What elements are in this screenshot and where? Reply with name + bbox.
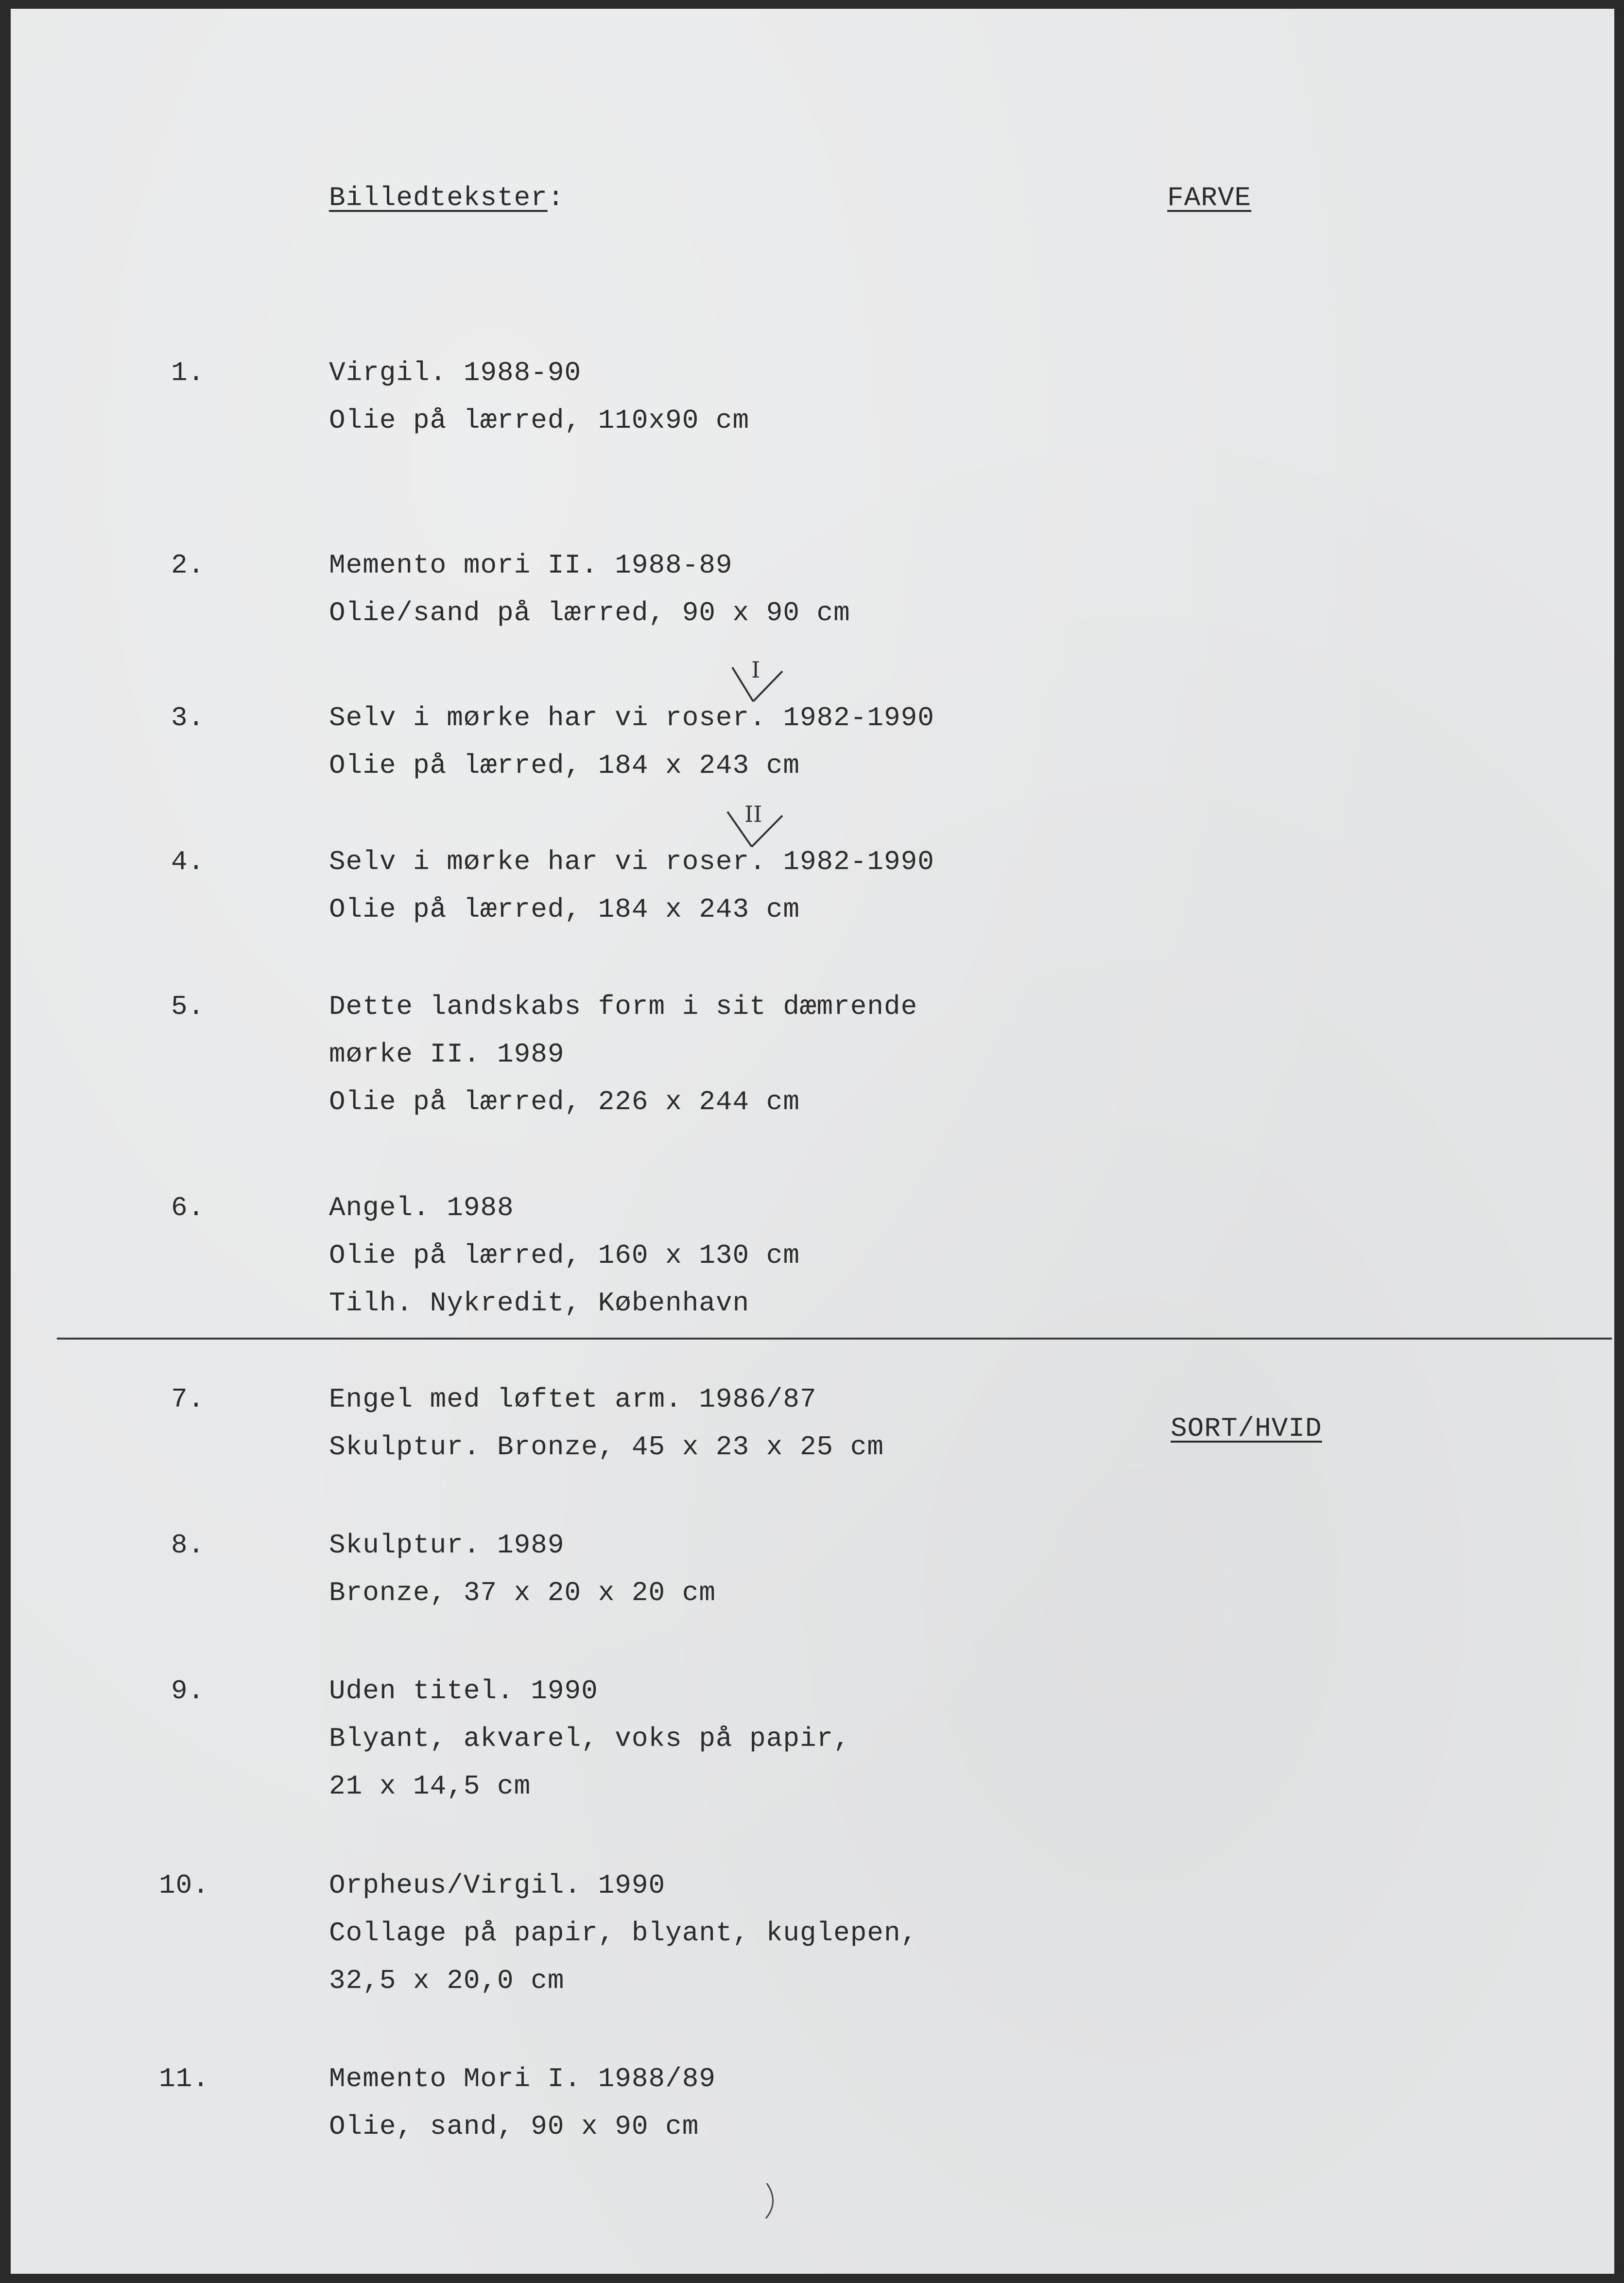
pen-mark-icon [763,2181,777,2220]
entry-dimensions: 21 x 14,5 cm [329,1771,531,1802]
entry-number: 10. [159,1870,209,1901]
entry-ownership: Tilh. Nykredit, København [329,1288,750,1319]
document-page [11,9,1614,2274]
entry-details: Olie på lærred, 184 x 243 cm [329,894,800,925]
color-section-label-text: FARVE [1167,182,1252,213]
entry-title: Memento mori II. 1988-89 [329,550,733,581]
entry-title: Memento Mori I. 1988/89 [329,2063,716,2094]
entry-details: Bronze, 37 x 20 x 20 cm [329,1577,716,1608]
handwritten-roman-numeral: I [751,657,760,683]
color-section-label [1167,174,1251,222]
entry-details: Olie, sand, 90 x 90 cm [329,2111,699,2142]
entry-title: Uden titel. 1990 [329,1675,598,1707]
entry-details: Blyant, akvarel, voks på papir, [329,1723,850,1754]
entry-title: Angel. 1988 [329,1192,514,1223]
captions-heading [329,174,564,222]
bw-section-label [1171,1405,1322,1452]
entry-number: 7. [171,1384,205,1415]
entry-number: 3. [171,702,205,733]
entry-dimensions: 32,5 x 20,0 cm [329,1965,565,1996]
entry-details: Skulptur. Bronze, 45 x 23 x 25 cm [329,1431,884,1463]
captions-heading-text: Billedtekster [329,182,548,213]
section-divider [57,1338,1612,1340]
entry-title: Skulptur. 1989 [329,1530,565,1561]
entry-number: 4. [171,846,205,877]
entry-number: 8. [171,1530,205,1561]
entry-details: Collage på papir, blyant, kuglepen, [329,1917,918,1949]
entry-details: Olie på lærred, 160 x 130 cm [329,1240,800,1271]
entry-title: Engel med løftet arm. 1986/87 [329,1384,817,1415]
bw-section-label-text: SORT/HVID [1171,1413,1322,1444]
handwritten-insertion-mark [730,657,788,716]
entry-title: Orpheus/Virgil. 1990 [329,1870,666,1901]
entry-number: 6. [171,1192,205,1223]
handwritten-insertion-mark [725,801,788,860]
entry-title: Virgil. 1988-90 [329,357,582,388]
entry-number: 2. [171,550,205,581]
entry-details: Olie på lærred, 184 x 243 cm [329,750,800,781]
entry-number: 11. [159,2063,209,2094]
entry-title: Selv i mørke har vi roser. 1982-1990 [329,702,934,733]
entry-number: 5. [171,991,205,1022]
entry-number: 1. [171,357,205,388]
entry-title: Dette landskabs form i sit dæmrende [329,991,918,1022]
entry-details: Olie på lærred, 110x90 cm [329,405,750,436]
entry-details: Olie/sand på lærred, 90 x 90 cm [329,597,850,628]
handwritten-roman-numeral: II [744,801,762,827]
entry-number: 9. [171,1675,205,1707]
entry-details: Olie på lærred, 226 x 244 cm [329,1086,800,1117]
captions-heading-colon: : [547,182,565,213]
entry-title-continued: mørke II. 1989 [329,1039,565,1070]
entry-title: Selv i mørke har vi roser. 1982-1990 [329,846,934,877]
